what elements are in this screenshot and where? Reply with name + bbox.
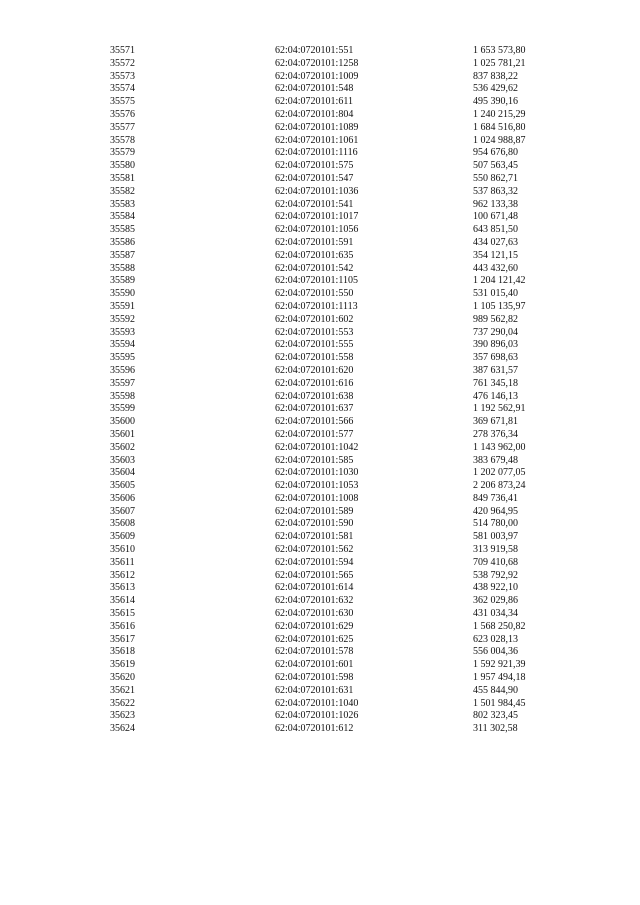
table-row <box>110 109 583 122</box>
row-number-cell: 35602 <box>110 441 135 453</box>
row-number-cell: 35611 <box>110 556 135 568</box>
table-row <box>110 301 583 314</box>
table-row <box>110 621 583 634</box>
cadastral-value-cell: 100 671,48 <box>473 211 518 223</box>
cadastral-value-cell: 1 240 215,29 <box>473 108 526 120</box>
table-row <box>110 211 583 224</box>
row-number-cell: 35571 <box>110 45 135 56</box>
table-row <box>110 557 583 570</box>
cadastral-number-cell: 62:04:0720101:611 <box>275 96 353 108</box>
row-number-cell: 35622 <box>110 697 135 709</box>
cadastral-value-cell: 1 192 562,91 <box>473 403 526 415</box>
table-row <box>110 659 583 672</box>
cadastral-value-cell: 962 133,38 <box>473 198 518 210</box>
cadastral-number-cell: 62:04:0720101:1105 <box>275 275 358 287</box>
cadastral-value-cell: 420 964,95 <box>473 505 518 517</box>
cadastral-number-cell: 62:04:0720101:601 <box>275 659 354 671</box>
row-number-cell: 35588 <box>110 262 135 274</box>
cadastral-number-cell: 62:04:0720101:555 <box>275 339 354 351</box>
table-row <box>110 403 583 416</box>
row-number-cell: 35586 <box>110 236 135 248</box>
cadastral-value-cell: 431 034,34 <box>473 608 518 620</box>
cadastral-value-cell: 550 862,71 <box>473 172 518 184</box>
cadastral-number-cell: 62:04:0720101:553 <box>275 326 354 338</box>
row-number-cell: 35591 <box>110 300 135 312</box>
table-row <box>110 122 583 135</box>
cadastral-value-cell: 643 851,50 <box>473 224 518 236</box>
row-number-cell: 35581 <box>110 172 135 184</box>
table-row <box>110 646 583 659</box>
row-number-cell: 35589 <box>110 275 135 287</box>
table-row <box>110 147 583 160</box>
cadastral-number-cell: 62:04:0720101:598 <box>275 672 354 684</box>
cadastral-value-cell: 313 919,58 <box>473 544 518 556</box>
cadastral-value-cell: 438 922,10 <box>473 582 518 594</box>
cadastral-number-cell: 62:04:0720101:635 <box>275 249 354 261</box>
row-number-cell: 35606 <box>110 492 135 504</box>
cadastral-number-cell: 62:04:0720101:1116 <box>275 147 358 159</box>
cadastral-number-cell: 62:04:0720101:1030 <box>275 467 359 479</box>
cadastral-number-cell: 62:04:0720101:541 <box>275 198 354 210</box>
cadastral-number-cell: 62:04:0720101:637 <box>275 403 354 415</box>
row-number-cell: 35580 <box>110 160 135 172</box>
cadastral-number-cell: 62:04:0720101:589 <box>275 505 354 517</box>
cadastral-value-cell: 1 143 962,00 <box>473 441 526 453</box>
row-number-cell: 35607 <box>110 505 135 517</box>
cadastral-value-cell: 476 146,13 <box>473 390 518 402</box>
cadastral-value-cell: 531 015,40 <box>473 288 518 300</box>
cadastral-number-cell: 62:04:0720101:1017 <box>275 211 359 223</box>
table-row <box>110 45 583 58</box>
row-number-cell: 35618 <box>110 646 135 658</box>
table-row <box>110 160 583 173</box>
cadastral-number-cell: 62:04:0720101:575 <box>275 160 354 172</box>
cadastral-value-cell: 556 004,36 <box>473 646 518 658</box>
cadastral-number-cell: 62:04:0720101:566 <box>275 416 354 428</box>
cadastral-number-cell: 62:04:0720101:551 <box>275 45 354 56</box>
table-row <box>110 263 583 276</box>
row-number-cell: 35612 <box>110 569 135 581</box>
table-row <box>110 582 583 595</box>
cadastral-value-cell: 837 838,22 <box>473 70 518 82</box>
row-number-cell: 35576 <box>110 108 135 120</box>
row-number-cell: 35590 <box>110 288 135 300</box>
cadastral-value-cell: 495 390,16 <box>473 96 518 108</box>
row-number-cell: 35578 <box>110 134 135 146</box>
cadastral-number-cell: 62:04:0720101:620 <box>275 364 354 376</box>
row-number-cell: 35598 <box>110 390 135 402</box>
cadastral-value-table <box>110 45 583 736</box>
cadastral-value-cell: 1 204 121,42 <box>473 275 526 287</box>
cadastral-number-cell: 62:04:0720101:1053 <box>275 480 359 492</box>
table-row <box>110 685 583 698</box>
cadastral-number-cell: 62:04:0720101:1026 <box>275 710 359 722</box>
row-number-cell: 35613 <box>110 582 135 594</box>
cadastral-value-cell: 1 957 494,18 <box>473 672 526 684</box>
cadastral-value-cell: 1 501 984,45 <box>473 697 526 709</box>
cadastral-value-cell: 455 844,90 <box>473 684 518 696</box>
cadastral-number-cell: 62:04:0720101:542 <box>275 262 354 274</box>
table-row <box>110 352 583 365</box>
cadastral-number-cell: 62:04:0720101:577 <box>275 428 354 440</box>
cadastral-number-cell: 62:04:0720101:632 <box>275 595 354 607</box>
row-number-cell: 35610 <box>110 544 135 556</box>
cadastral-number-cell: 62:04:0720101:804 <box>275 108 354 120</box>
cadastral-number-cell: 62:04:0720101:591 <box>275 236 354 248</box>
table-row <box>110 672 583 685</box>
cadastral-number-cell: 62:04:0720101:630 <box>275 608 354 620</box>
row-number-cell: 35616 <box>110 620 135 632</box>
cadastral-value-cell: 761 345,18 <box>473 377 518 389</box>
table-row <box>110 327 583 340</box>
table-row <box>110 429 583 442</box>
table-row <box>110 595 583 608</box>
table-row <box>110 365 583 378</box>
cadastral-value-cell: 1 202 077,05 <box>473 467 526 479</box>
cadastral-number-cell: 62:04:0720101:614 <box>275 582 354 594</box>
cadastral-number-cell: 62:04:0720101:585 <box>275 454 354 466</box>
table-row <box>110 455 583 468</box>
table-row <box>110 186 583 199</box>
table-body <box>110 45 583 736</box>
row-number-cell: 35621 <box>110 684 135 696</box>
cadastral-number-cell: 62:04:0720101:1040 <box>275 697 359 709</box>
cadastral-value-cell: 390 896,03 <box>473 339 518 351</box>
cadastral-value-cell: 1 653 573,80 <box>473 45 526 56</box>
cadastral-number-cell: 62:04:0720101:629 <box>275 620 354 632</box>
cadastral-value-cell: 737 290,04 <box>473 326 518 338</box>
cadastral-number-cell: 62:04:0720101:565 <box>275 569 354 581</box>
row-number-cell: 35582 <box>110 185 135 197</box>
row-number-cell: 35574 <box>110 83 135 95</box>
table-row <box>110 570 583 583</box>
table-row <box>110 58 583 71</box>
cadastral-value-cell: 311 302,58 <box>473 723 518 735</box>
row-number-cell: 35579 <box>110 147 135 159</box>
cadastral-value-cell: 369 671,81 <box>473 416 518 428</box>
table-row <box>110 135 583 148</box>
cadastral-value-cell: 1 105 135,97 <box>473 300 526 312</box>
cadastral-number-cell: 62:04:0720101:1036 <box>275 185 359 197</box>
cadastral-number-cell: 62:04:0720101:594 <box>275 556 354 568</box>
table-row <box>110 608 583 621</box>
row-number-cell: 35596 <box>110 364 135 376</box>
cadastral-number-cell: 62:04:0720101:1113 <box>275 300 358 312</box>
table-row <box>110 237 583 250</box>
row-number-cell: 35608 <box>110 518 135 530</box>
cadastral-value-cell: 581 003,97 <box>473 531 518 543</box>
cadastral-value-cell: 623 028,13 <box>473 633 518 645</box>
table-row <box>110 83 583 96</box>
table-row <box>110 518 583 531</box>
row-number-cell: 35614 <box>110 595 135 607</box>
cadastral-value-cell: 507 563,45 <box>473 160 518 172</box>
cadastral-value-cell: 383 679,48 <box>473 454 518 466</box>
table-row <box>110 378 583 391</box>
row-number-cell: 35609 <box>110 531 135 543</box>
row-number-cell: 35594 <box>110 339 135 351</box>
table-row <box>110 467 583 480</box>
cadastral-value-cell: 802 323,45 <box>473 710 518 722</box>
table-row <box>110 416 583 429</box>
cadastral-value-cell: 362 029,86 <box>473 595 518 607</box>
cadastral-number-cell: 62:04:0720101:612 <box>275 723 354 735</box>
cadastral-number-cell: 62:04:0720101:558 <box>275 352 354 364</box>
table-row <box>110 634 583 647</box>
table-row <box>110 710 583 723</box>
cadastral-value-cell: 278 376,34 <box>473 428 518 440</box>
cadastral-number-cell: 62:04:0720101:638 <box>275 390 354 402</box>
cadastral-number-cell: 62:04:0720101:616 <box>275 377 354 389</box>
row-number-cell: 35584 <box>110 211 135 223</box>
cadastral-number-cell: 62:04:0720101:1042 <box>275 441 359 453</box>
table-row <box>110 250 583 263</box>
row-number-cell: 35587 <box>110 249 135 261</box>
cadastral-value-cell: 709 410,68 <box>473 556 518 568</box>
row-number-cell: 35572 <box>110 57 135 69</box>
cadastral-value-cell: 443 432,60 <box>473 262 518 274</box>
row-number-cell: 35592 <box>110 313 135 325</box>
table-row <box>110 506 583 519</box>
row-number-cell: 35601 <box>110 428 135 440</box>
table-row <box>110 339 583 352</box>
table-row <box>110 442 583 455</box>
cadastral-number-cell: 62:04:0720101:581 <box>275 531 354 543</box>
cadastral-value-cell: 537 863,32 <box>473 185 518 197</box>
row-number-cell: 35585 <box>110 224 135 236</box>
row-number-cell: 35624 <box>110 723 135 735</box>
cadastral-value-cell: 357 698,63 <box>473 352 518 364</box>
table-row <box>110 480 583 493</box>
cadastral-value-cell: 849 736,41 <box>473 492 518 504</box>
table-row <box>110 493 583 506</box>
row-number-cell: 35583 <box>110 198 135 210</box>
cadastral-value-cell: 1 568 250,82 <box>473 620 526 632</box>
cadastral-number-cell: 62:04:0720101:1258 <box>275 57 359 69</box>
cadastral-number-cell: 62:04:0720101:1061 <box>275 134 359 146</box>
row-number-cell: 35575 <box>110 96 135 108</box>
table-row <box>110 544 583 557</box>
row-number-cell: 35605 <box>110 480 135 492</box>
table-row <box>110 199 583 212</box>
cadastral-number-cell: 62:04:0720101:547 <box>275 172 354 184</box>
table-row <box>110 96 583 109</box>
cadastral-value-cell: 536 429,62 <box>473 83 518 95</box>
row-number-cell: 35604 <box>110 467 135 479</box>
table-row <box>110 224 583 237</box>
cadastral-number-cell: 62:04:0720101:631 <box>275 684 354 696</box>
cadastral-value-cell: 354 121,15 <box>473 249 518 261</box>
row-number-cell: 35573 <box>110 70 135 82</box>
table-row <box>110 531 583 544</box>
cadastral-value-cell: 1 024 988,87 <box>473 134 526 146</box>
cadastral-value-cell: 434 027,63 <box>473 236 518 248</box>
cadastral-number-cell: 62:04:0720101:548 <box>275 83 354 95</box>
cadastral-value-cell: 387 631,57 <box>473 364 518 376</box>
row-number-cell: 35600 <box>110 416 135 428</box>
row-number-cell: 35619 <box>110 659 135 671</box>
cadastral-value-cell: 1 025 781,21 <box>473 57 526 69</box>
cadastral-number-cell: 62:04:0720101:590 <box>275 518 354 530</box>
cadastral-value-cell: 538 792,92 <box>473 569 518 581</box>
cadastral-value-cell: 2 206 873,24 <box>473 480 526 492</box>
row-number-cell: 35599 <box>110 403 135 415</box>
row-number-cell: 35620 <box>110 672 135 684</box>
cadastral-value-cell: 514 780,00 <box>473 518 518 530</box>
row-number-cell: 35595 <box>110 352 135 364</box>
row-number-cell: 35603 <box>110 454 135 466</box>
row-number-cell: 35593 <box>110 326 135 338</box>
cadastral-number-cell: 62:04:0720101:550 <box>275 288 354 300</box>
table-row <box>110 173 583 186</box>
cadastral-number-cell: 62:04:0720101:1056 <box>275 224 359 236</box>
cadastral-value-cell: 1 684 516,80 <box>473 121 526 133</box>
cadastral-value-cell: 954 676,80 <box>473 147 518 159</box>
cadastral-number-cell: 62:04:0720101:1008 <box>275 492 359 504</box>
cadastral-number-cell: 62:04:0720101:1009 <box>275 70 359 82</box>
row-number-cell: 35617 <box>110 633 135 645</box>
cadastral-number-cell: 62:04:0720101:578 <box>275 646 354 658</box>
cadastral-value-cell: 989 562,82 <box>473 313 518 325</box>
table-row <box>110 723 583 736</box>
table-row <box>110 314 583 327</box>
cadastral-value-cell: 1 592 921,39 <box>473 659 526 671</box>
table-row <box>110 71 583 84</box>
row-number-cell: 35623 <box>110 710 135 722</box>
cadastral-number-cell: 62:04:0720101:1089 <box>275 121 359 133</box>
table-row <box>110 275 583 288</box>
table-row <box>110 391 583 404</box>
cadastral-number-cell: 62:04:0720101:625 <box>275 633 354 645</box>
table-row <box>110 698 583 711</box>
row-number-cell: 35615 <box>110 608 135 620</box>
cadastral-number-cell: 62:04:0720101:562 <box>275 544 354 556</box>
row-number-cell: 35597 <box>110 377 135 389</box>
row-number-cell: 35577 <box>110 121 135 133</box>
table-row <box>110 288 583 301</box>
cadastral-number-cell: 62:04:0720101:602 <box>275 313 354 325</box>
